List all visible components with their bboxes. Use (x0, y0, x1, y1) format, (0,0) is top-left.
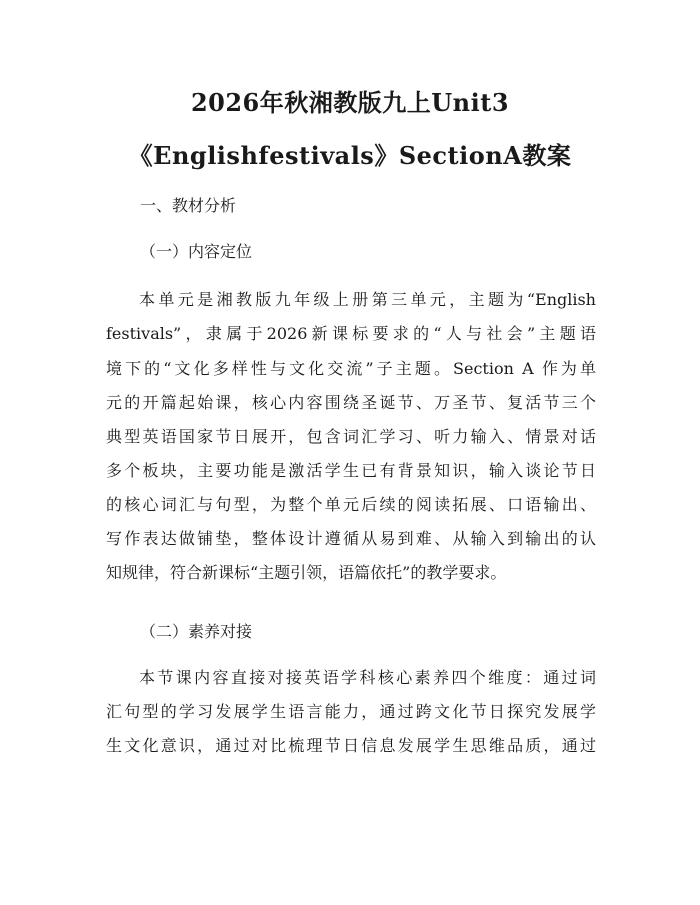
paragraph-2-line: 生文化意识，通过对比梳理节日信息发展学生思维品质，通过 (106, 736, 596, 755)
paragraph-1-line: 知规律，符合新课标“主题引领，语篇依托”的教学要求。 (106, 563, 507, 582)
document-title-line-2: 《Englishfestivals》SectionA教案 (128, 141, 572, 170)
paragraph-1-line: 本单元是湘教版九年级上册第三单元，主题为“English (139, 290, 596, 309)
paragraph-1-line: 元的开篇起始课，核心内容围绕圣诞节、万圣节、复活节三个 (106, 393, 596, 412)
subsection-heading-competency-alignment: （二）素养对接 (140, 622, 253, 641)
paragraph-2-line: 本节课内容直接对接英语学科核心素养四个维度：通过词 (139, 668, 596, 687)
section-heading-textbook-analysis: 一、教材分析 (140, 196, 237, 215)
paragraph-1-line: 的核心词汇与句型，为整个单元后续的阅读拓展、口语输出、 (106, 495, 596, 514)
paragraph-1-line: festivals”，隶属于2026新课标要求的“人与社会”主题语 (106, 324, 596, 343)
paragraph-1-line: 典型英语国家节日展开，包含词汇学习、听力输入、情景对话 (106, 427, 596, 446)
paragraph-1-line: 写作表达做铺垫，整体设计遵循从易到难、从输入到输出的认 (106, 529, 596, 548)
paragraph-1-line: 境下的“文化多样性与文化交流”子主题。Section A 作为单 (106, 359, 596, 378)
paragraph-1-line: 多个板块，主要功能是激活学生已有背景知识，输入谈论节日 (106, 461, 596, 480)
subsection-heading-content-positioning: （一）内容定位 (140, 242, 253, 261)
document-title-line-1: 2026年秋湘教版九上Unit3 (190, 88, 510, 117)
paragraph-2-line: 汇句型的学习发展学生语言能力，通过跨文化节日探究发展学 (106, 702, 596, 721)
